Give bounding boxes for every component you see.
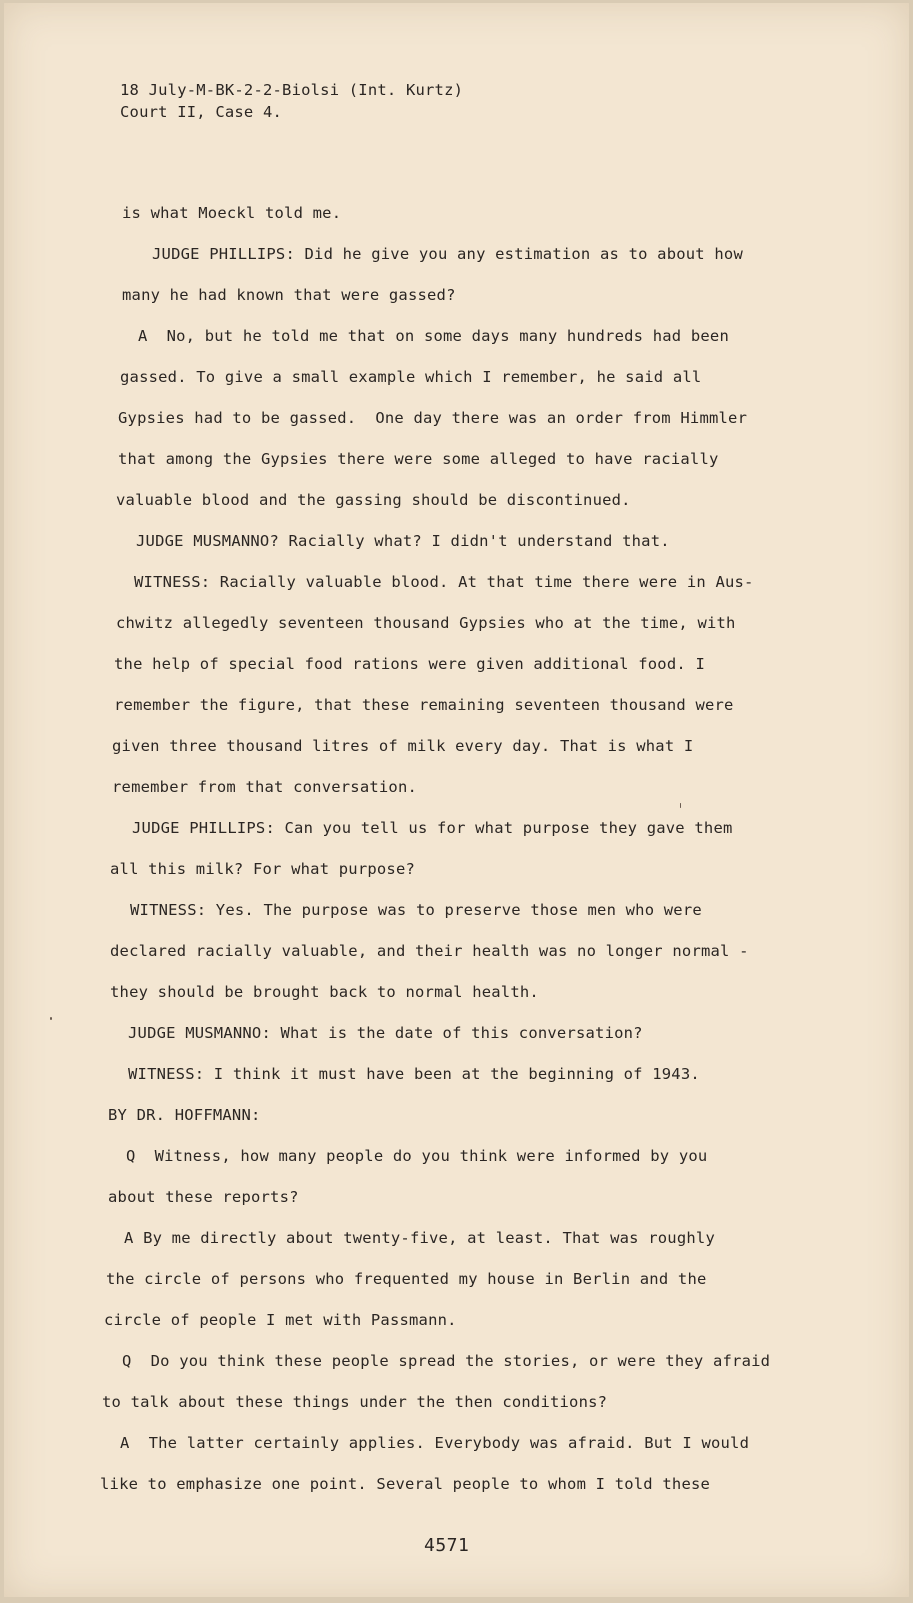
body-line: about these reports?	[108, 1188, 299, 1206]
document-header	[120, 79, 463, 123]
body-line: WITNESS: Yes. The purpose was to preserve those men who were	[130, 901, 702, 919]
body-line: Q Witness, how many people do you think were informed by you	[126, 1147, 708, 1165]
body-line: chwitz allegedly seventeen thousand Gypsies who at the time, with	[116, 614, 736, 632]
body-line: valuable blood and the gassing should be discontinued.	[116, 491, 631, 509]
body-line: the help of special food rations were given additional food. I	[114, 655, 705, 673]
body-line: declared racially valuable, and their health was no longer normal -	[110, 942, 749, 960]
body-line: A By me directly about twenty-five, at least. That was roughly	[124, 1229, 715, 1247]
body-line: JUDGE MUSMANNO: What is the date of this conversation?	[128, 1024, 643, 1042]
body-line: remember from that conversation.	[112, 778, 418, 796]
document-page	[4, 3, 909, 1597]
body-line: WITNESS: Racially valuable blood. At that time there were in Aus-	[134, 573, 754, 591]
body-line: that among the Gypsies there were some alleged to have racially	[118, 450, 719, 468]
body-line: remember the figure, that these remaining seventeen thousand were	[114, 696, 734, 714]
body-line: circle of people I met with Passmann.	[104, 1311, 457, 1329]
header-line-1: 18 July-M-BK-2-2-Biolsi (Int. Kurtz)	[120, 81, 464, 99]
header-line-2: Court II, Case 4.	[120, 103, 283, 121]
body-line: all this milk? For what purpose?	[110, 860, 416, 878]
paper-speck	[680, 803, 681, 808]
body-line: to talk about these things under the then conditions?	[102, 1393, 608, 1411]
body-line: BY DR. HOFFMANN:	[108, 1106, 261, 1124]
body-line: they should be brought back to normal health.	[110, 983, 539, 1001]
body-line: JUDGE MUSMANNO? Racially what? I didn't understand that.	[136, 532, 670, 550]
body-line: gassed. To give a small example which I remember, he said all	[120, 368, 702, 386]
paper-speck	[50, 1017, 52, 1020]
body-line: Q Do you think these people spread the stories, or were they afraid	[122, 1352, 771, 1370]
body-line: Gypsies had to be gassed. One day there was an order from Himmler	[118, 409, 748, 427]
body-line: JUDGE PHILLIPS: Can you tell us for what purpose they gave them	[132, 819, 733, 837]
body-line: JUDGE PHILLIPS: Did he give you any estimation as to about how	[152, 245, 743, 263]
body-line: is what Moeckl told me.	[122, 204, 342, 222]
body-line: many he had known that were gassed?	[122, 286, 456, 304]
body-line: A The latter certainly applies. Everybody was afraid. But I would	[120, 1434, 750, 1452]
page-number: 4571	[424, 1535, 470, 1556]
body-line: A No, but he told me that on some days many hundreds had been	[138, 327, 729, 345]
body-line: like to emphasize one point. Several people to whom I told these	[100, 1475, 711, 1493]
body-line: given three thousand litres of milk every day. That is what I	[112, 737, 694, 755]
body-line: the circle of persons who frequented my house in Berlin and the	[106, 1270, 707, 1288]
body-line: WITNESS: I think it must have been at the beginning of 1943.	[128, 1065, 700, 1083]
